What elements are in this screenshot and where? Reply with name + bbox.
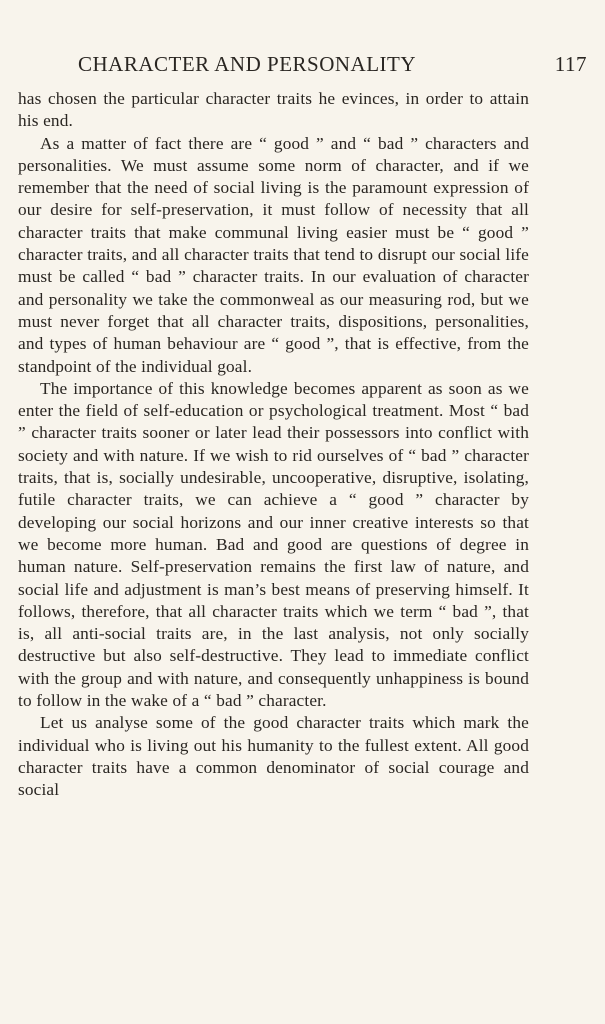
page-number: 117 [554, 52, 587, 76]
paragraph-4: Let us analyse some of the good character traits which mark the individual who is living out his humanity to the fullest extent. All good character traits have a common denominator of social courage and social [18, 713, 529, 800]
running-title: CHARACTER AND PERSONALITY [78, 52, 417, 76]
paragraph-3: The importance of this knowledge becomes apparent as soon as we enter the field of self-education or psychological treatment. Most “ bad ” character traits sooner or later lead their possessors into conflict with society and with nature. If we wish to rid ourselves of “ bad ” character traits, that is, socially undesirable, uncooperative, disruptive, isolating, futile character traits, we can achieve a “ good ” character by developing our social horizons and our inner creative interests so that we become more human. Bad and good are questions of degree in human nature. Self-preservation remains the first law of nature, and social life and adjustment is man’s best means of preserving himself. It follows, therefore, that all character traits which we term “ bad ”, that is, all anti-social traits are, in the last analysis, not only socially destructive but also self-destructive. They lead to immediate conflict with the group and with nature, and consequently unhappiness is bound to follow in the wake of a “ bad ” character. [18, 378, 529, 711]
running-header [18, 52, 587, 80]
body-text [18, 88, 529, 802]
paragraph-2: As a matter of fact there are “ good ” and “ bad ” characters and personalities. We must assume some norm of character, and if we remember that the need of social living is the paramount expression of our desire for self-preservation, it must follow of necessity that all character traits that make communal living easier must be “ good ” character traits, and all character traits that tend to disrupt our social life must be called “ bad ” character traits. In our evaluation of character and personality we take the commonweal as our measuring rod, but we must never forget that all character traits, dispositions, personalities, and types of human behaviour are “ good ”, that is effective, from the standpoint of the individual goal. [18, 133, 529, 376]
paragraph-1: has chosen the particular character traits he evinces, in order to attain his end. [18, 89, 529, 131]
